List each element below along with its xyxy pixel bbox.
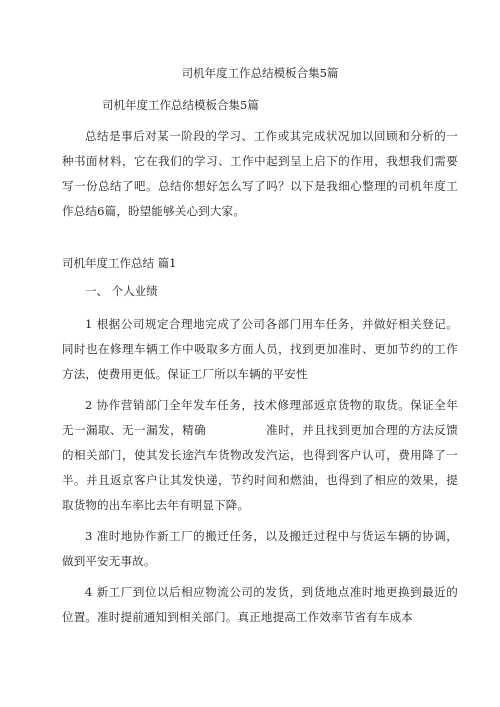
body-paragraph-4: 4 新工厂到位以后相应物流公司的发货，到货地点准时地更换到最近的位置。准时提前通知到相关部门。真正地提高工作效率节省有车成本 — [62, 585, 458, 624]
intro-paragraph: 总结是事后对某一阶段的学习、工作或其完成状况加以回顾和分析的一种书面材料，它在我们的学习、工作中起到呈上启下的作用，我想我们需要写一份总结了吧。总结你想好怎么写了吗？以下是我细心整理的司机年度工作总结6篇，盼望能够关心到大家。 — [62, 129, 458, 218]
body-paragraph-2: 2 协作营销部门全年发车任务，技术修理部返京货物的取货。保证全年无一漏取、无一漏发，精确 准时，并且找到更加合理的方法反馈的相关部门，使其发长途汽车货物改发汽运，也得到客户认可，费用降了一半。并且返京客户让其发快递，节约时间和燃油，也得到了相应的效果，提取货物的出车率比去年有明显下降。 — [62, 398, 458, 512]
document-title: 司机年度工作总结模板合集5篇 — [181, 66, 339, 80]
document-subtitle: 司机年度工作总结模板合集5篇 — [102, 98, 259, 112]
section-title: 司机年度工作总结 篇1 — [62, 256, 177, 270]
section-spacer — [62, 224, 458, 254]
item-title: 一、 个人业绩 — [85, 284, 158, 298]
body-paragraph-1: 1 根据公司规定合理地完成了公司各部门用车任务，并做好相关登记。同时也在修理车辆工作中吸取多方面人员，找到更加准时、更加节约的工作方法，使费用更低。保证工厂所以车辆的平安性 — [62, 317, 458, 381]
body-paragraph-3: 3 准时地协作新工厂的搬迁任务，以及搬迁过程中与货运车辆的协调，做到平安无事故。 — [62, 529, 458, 568]
